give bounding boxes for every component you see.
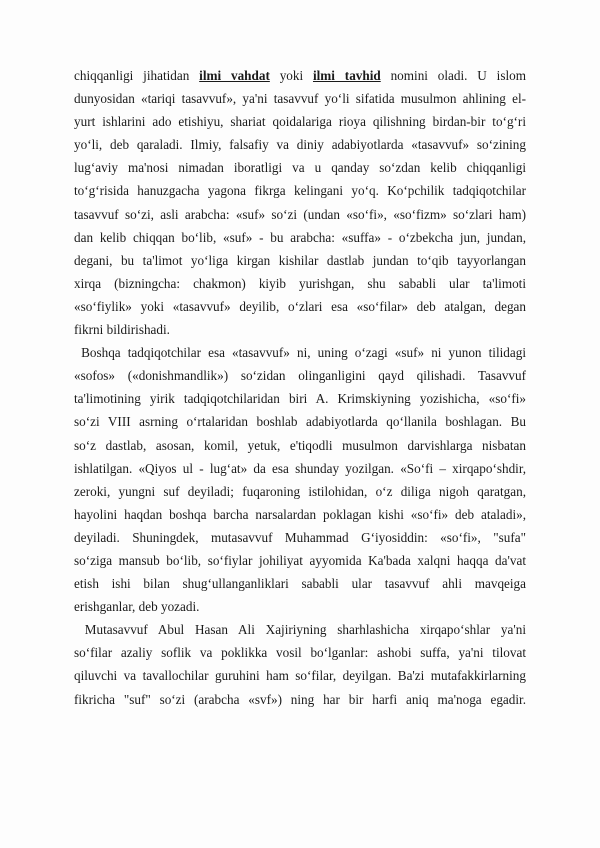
text-line: Boshqa tadqiqotchilar esa «tasavvuf» ni, uning o‘zagi «suf» ni yunon tilidagi [74,345,526,361]
term-ilmi-vahdat: ilmi vahdat [199,68,270,83]
text-line: fikricha "suf" so‘zi (arabcha «svf») ning har bir harfi aniq ma'noga egadir. [74,691,526,707]
text-run: chiqqanligi jihatidan [74,68,200,83]
text-line: to‘g‘risida hanuzgacha yagona fikrga kelingani yo‘q. Ko‘pchilik tadqiqotchilar [74,183,526,199]
text-line: fikrni bildirishadi. [74,322,170,338]
text-line: yo‘li, deb qaraladi. Ilmiy, falsafiy va diniy adabiyotlarda «tasavvuf» so‘zining [74,137,526,153]
text-run: yoki [269,68,313,83]
text-run: nomini oladi. U islom [380,68,526,83]
text-line: so‘z dastlab, asosan, komil, yetuk, e'tiqodli musulmon darvishlarga nisbatan [74,437,526,453]
text-line: degani, bu ta'limot yo‘liga kirgan kishilar dastlab jundan to‘qib tayyorlangan [74,252,526,268]
text-line: «sofos» («donishmandlik») so‘zidan olinganligini qayd qilishadi. Tasavvuf [74,368,526,384]
body-text [74,64,526,711]
text-line: xirqa (bizningcha: chakmon) kiyib yurishgan, shu sababli ular ta'limoti [74,275,526,291]
text-line [74,64,526,87]
text-line: tasavvuf so‘zi, asli arabcha: «suf» so‘zi (undan «so‘fi», «so‘fizm» so‘zlari ham) [74,206,526,222]
text-line: Mutasavvuf Abul Hasan Ali Xajiriyning sharhlashicha xirqapo‘shlar ya'ni [74,622,526,638]
text-line: so‘zi VIII asrning o‘rtalaridan boshlab adabiyotlarda qo‘llanila boshlagan. Bu [74,414,526,430]
text-line: erishganlar, deb yozadi. [74,599,200,615]
text-line: dan kelib chiqqan bo‘lib, «suf» - bu arabcha: «suffa» - o‘zbekcha jun, jundan, [74,229,526,245]
text-line: lug‘aviy ma'nosi nimadan iboratligi va u qanday so‘zdan kelib chiqqanligi [74,160,526,176]
text-line: so‘filar azaliy soflik va poklikka vosil bo‘lganlar: ashobi suffa, ya'ni tilovat [74,645,526,661]
text-line: ta'limotining yirik tadqiqotchilaridan biri A. Krimskiyning yozishicha, «so‘fi» [74,391,526,407]
text-line: hayolini haqdan boshqa barcha narsalardan poklagan kishi «so‘fi» deb ataladi», [74,506,526,522]
text-line: etish ishi bilan shug‘ullanganliklari sababli ular tasavvuf ahli mavqeiga [74,576,526,592]
text-line: deyiladi. Shuningdek, mutasavvuf Muhammad G‘iyosiddin: «so‘fi», "sufa" [74,529,526,545]
text-line: «so‘fiylik» yoki «tasavvuf» deyilib, o‘zlari esa «so‘filar» deb atalgan, degan [74,298,526,314]
text-line: zeroki, yungni suf deyiladi; fuqaroning istilohidan, o‘z diliga nigoh qaratgan, [74,483,526,499]
text-line: dunyosidan «tariqi tasavvuf», ya'ni tasavvuf yo‘li sifatida musulmon ahlining el- [74,91,526,107]
text-line: so‘ziga mansub bo‘lib, so‘fiylar johiliyat ayyomida Ka'bada xalqni haqqa da'vat [74,552,526,568]
text-line: qiluvchi va tavallochilar guruhini ham so‘filar, deyilgan. Ba'zi mutafakkirlarning [74,668,526,684]
term-ilmi-tavhid: ilmi tavhid [312,68,381,83]
text-line: ishlatilgan. «Qiyos ul - lug‘at» da esa shunday yozilgan. «So‘fi – xirqapo‘shdir, [74,460,526,476]
text-line: yurt ishlarini ado etishiyu, shariat qoidalariga rioya qilishning birdan-bir to‘g‘ri [74,114,526,130]
